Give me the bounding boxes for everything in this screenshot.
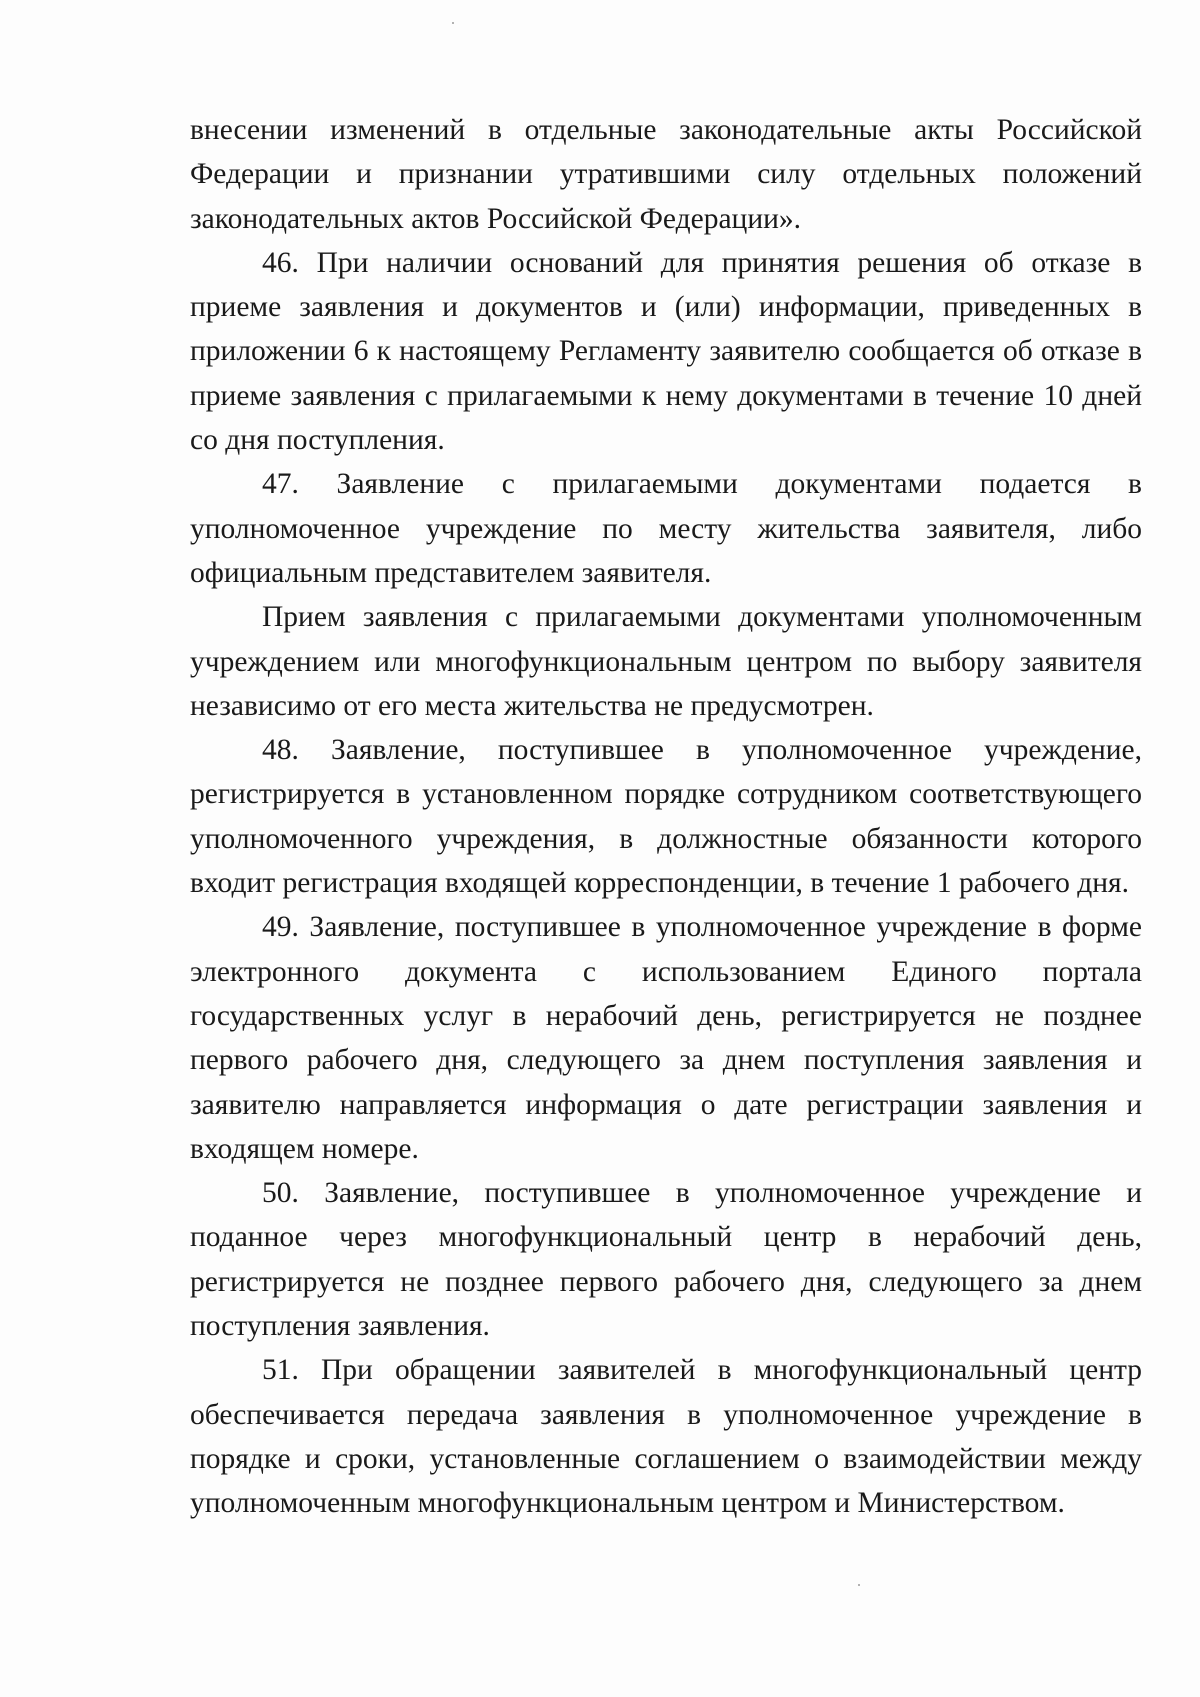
paragraph-48: 48. Заявление, поступившее в уполномоченное учреждение, регистрируется в установленном порядке сотрудником соответствующего уполномоченного учреждения, в должностные обязанности которого входит регистрация входящей корреспонденции, в течение 1 рабочего дня. (190, 734, 1142, 900)
paragraph-46: 46. При наличии оснований для принятия решения об отказе в приеме заявления и документов и (или) информации, приведенных в приложении 6 к настоящему Регламенту заявителю сообщается об отказе в приеме заявления с прилагаемыми к нему документами в течение 10 дней со дня поступления. (190, 246, 1142, 457)
document-body (190, 108, 1142, 1526)
paragraph-50: 50. Заявление, поступившее в уполномоченное учреждение и поданное через многофункциональный центр в нерабочий день, регистрируется не позднее первого рабочего дня, следующего за днем поступления заявления. (190, 1177, 1142, 1343)
paragraph-51: 51. При обращении заявителей в многофункциональный центр обеспечивается передача заявления в уполномоченное учреждение в порядке и сроки, установленные соглашением о взаимодействии между уполномоченным многофункциональным центром и Министерством. (190, 1354, 1142, 1520)
paragraph-49: 49. Заявление, поступившее в уполномоченное учреждение в форме электронного документа с использованием Единого портала государственных услуг в нерабочий день, регистрируется не позднее первого рабочего дня, следующего за днем поступления заявления и заявителю направляется информация о дате регистрации заявления и входящем номере. (190, 911, 1142, 1165)
paragraph-continuation: внесении изменений в отдельные законодательные акты Российской Федерации и признании утратившими силу отдельных положений законодательных актов Российской Федерации». (190, 114, 1142, 235)
paragraph-47: 47. Заявление с прилагаемыми документами подается в уполномоченное учреждение по месту жительства заявителя, либо официальным представителем заявителя. (190, 468, 1142, 589)
paragraph-47-reception: Прием заявления с прилагаемыми документами уполномоченным учреждением или многофункциональным центром по выбору заявителя независимо от его места жительства не предусмотрен. (190, 601, 1142, 722)
scan-speck (858, 1584, 860, 1586)
scan-speck (452, 22, 454, 24)
